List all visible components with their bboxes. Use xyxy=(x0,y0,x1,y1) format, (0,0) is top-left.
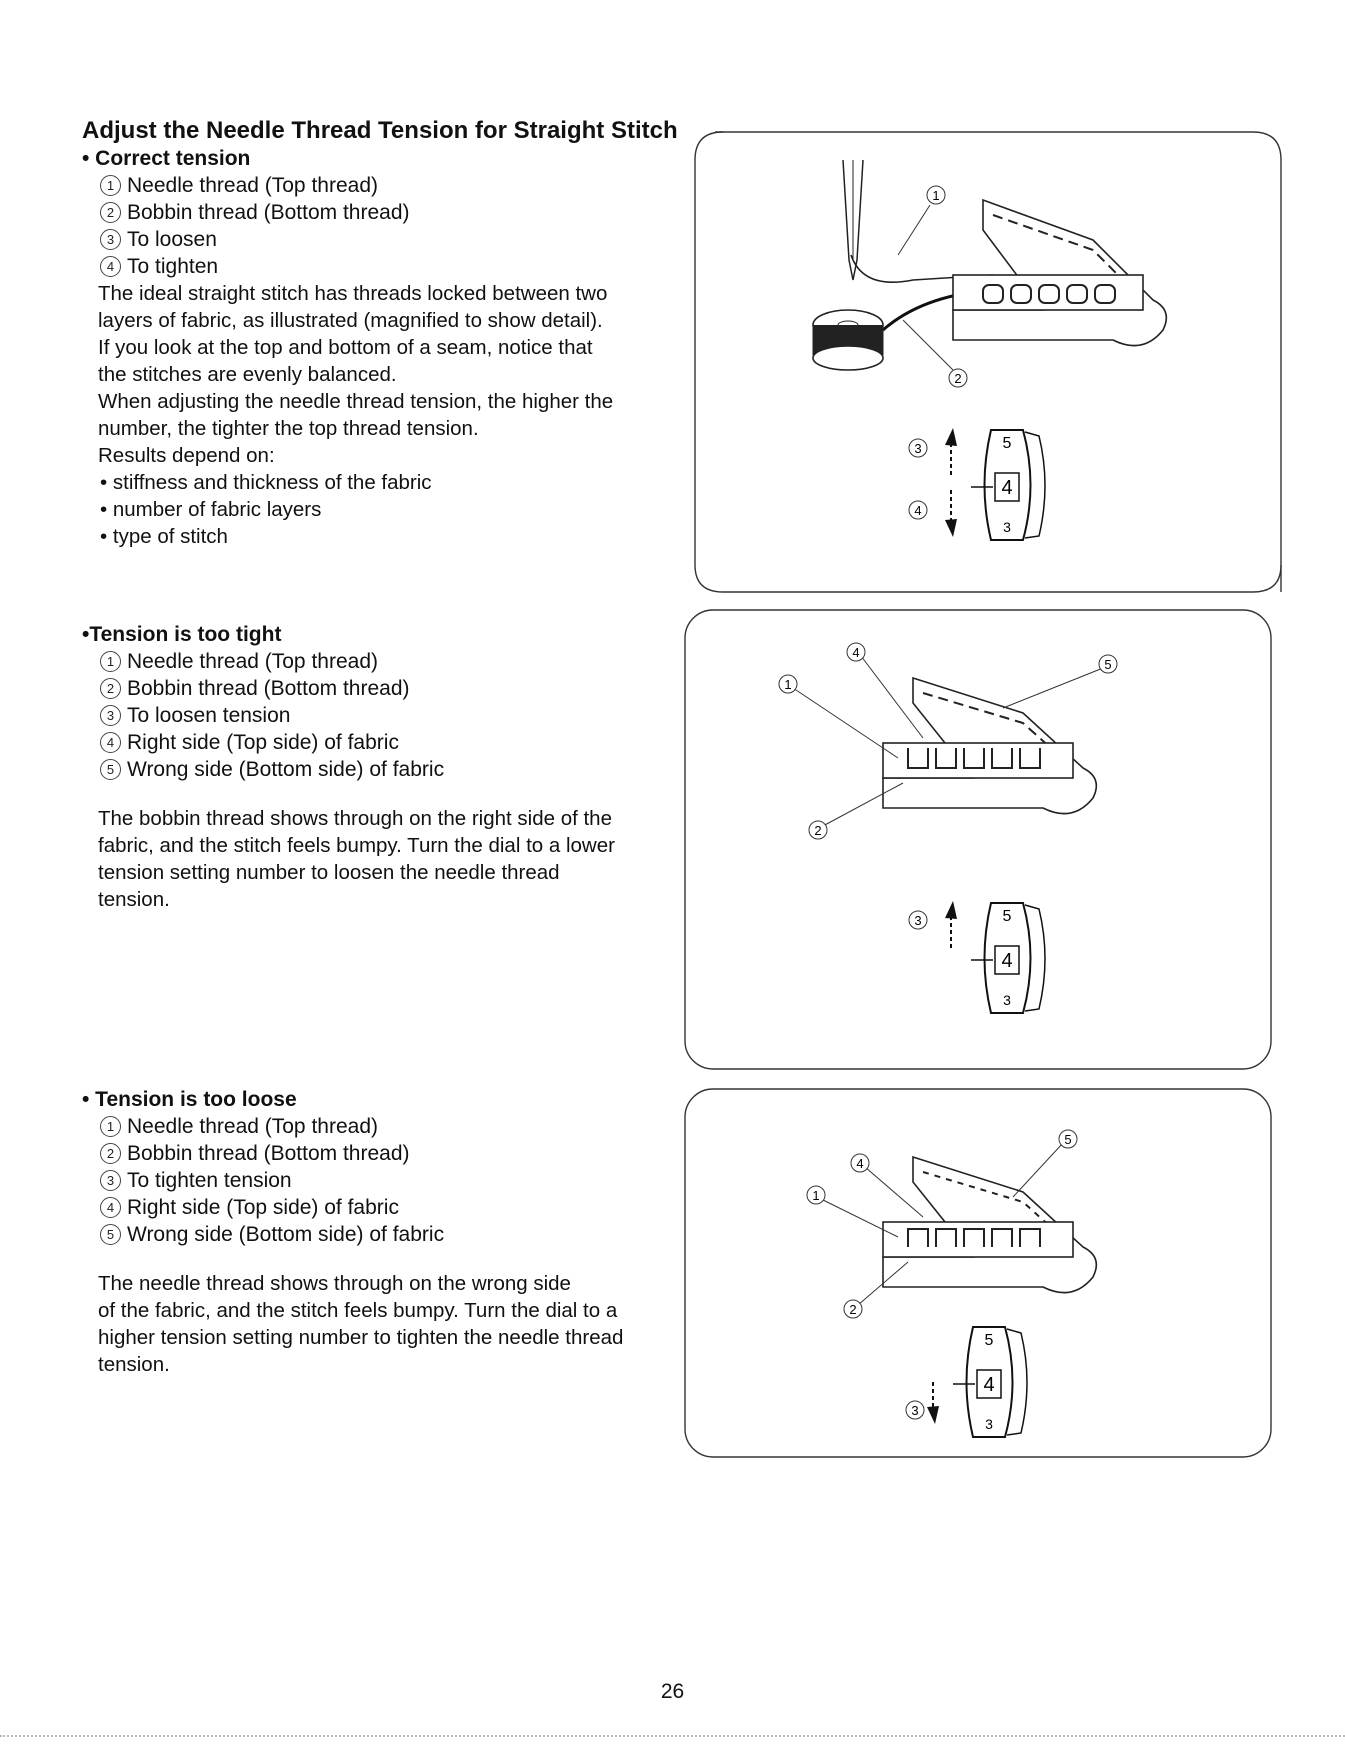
page-number: 26 xyxy=(660,1680,685,1703)
legend-item: 1 Needle thread (Top thread) xyxy=(82,1113,682,1140)
dial-number: 5 xyxy=(1002,908,1012,925)
figure-tension-too-loose xyxy=(683,1087,1273,1459)
callout-number: 4 xyxy=(100,732,121,753)
page-title: Adjust the Needle Thread Tension for Straight Stitch xyxy=(82,117,678,144)
paragraph-line: When adjusting the needle thread tension, the higher the xyxy=(98,390,614,413)
paragraph-line: If you look at the top and bottom of a seam, notice that xyxy=(98,336,593,359)
section-tension-too-tight xyxy=(82,621,682,913)
callout-2: 2 xyxy=(849,1302,857,1317)
bullet-item: • stiffness and thickness of the fabric xyxy=(100,471,432,494)
legend-item: 5 Wrong side (Bottom side) of fabric xyxy=(82,1221,682,1248)
callout-3: 3 xyxy=(914,441,922,456)
bottom-rule xyxy=(0,1735,1345,1737)
callout-number: 3 xyxy=(100,1170,121,1191)
dial-number: 3 xyxy=(1003,519,1011,535)
paragraph-line: tension setting number to loosen the needle thread xyxy=(98,861,560,884)
bullet-item: • number of fabric layers xyxy=(100,498,322,521)
paragraph-line: higher tension setting number to tighten the needle thread xyxy=(98,1326,624,1349)
section-heading: • Tension is too loose xyxy=(82,1088,297,1111)
callout-number: 5 xyxy=(100,759,121,780)
paragraph-line: fabric, and the stitch feels bumpy. Turn the dial to a lower xyxy=(98,834,615,857)
arrow-up-icon xyxy=(945,428,957,475)
callout-number: 4 xyxy=(100,1197,121,1218)
fabric-layers-icon xyxy=(953,200,1166,346)
arrow-up-icon xyxy=(945,901,957,948)
paragraph-line: layers of fabric, as illustrated (magnified to show detail). xyxy=(98,309,603,332)
legend-item: 4 Right side (Top side) of fabric xyxy=(82,1194,682,1221)
spacer xyxy=(82,1248,682,1270)
bobbin-icon xyxy=(813,310,883,370)
arrow-down-icon xyxy=(945,490,957,537)
legend-item: 2 Bobbin thread (Bottom thread) xyxy=(82,675,682,702)
legend-item: 3 To loosen tension xyxy=(82,702,682,729)
legend-item: 5 Wrong side (Bottom side) of fabric xyxy=(82,756,682,783)
legend-item: 2 Bobbin thread (Bottom thread) xyxy=(82,199,682,226)
dial-number: 5 xyxy=(984,1332,994,1349)
dial-number: 3 xyxy=(985,1416,993,1432)
callout-5: 5 xyxy=(1064,1132,1072,1147)
dial-number: 4 xyxy=(1001,477,1013,499)
section-tension-too-loose xyxy=(82,1086,682,1378)
callout-number: 4 xyxy=(100,256,121,277)
legend-item: 2 Bobbin thread (Bottom thread) xyxy=(82,1140,682,1167)
fabric-layers-icon xyxy=(883,678,1096,814)
section-heading: •Tension is too tight xyxy=(82,623,282,646)
paragraph-line: tension. xyxy=(98,888,170,911)
legend-item: 1 Needle thread (Top thread) xyxy=(82,172,682,199)
callout-1: 1 xyxy=(784,677,792,692)
callout-number: 1 xyxy=(100,651,121,672)
paragraph-line: The ideal straight stitch has threads locked between two xyxy=(98,282,608,305)
callout-number: 2 xyxy=(100,202,121,223)
legend-item: 3 To loosen xyxy=(82,226,682,253)
dial-number: 4 xyxy=(1001,950,1013,972)
figure-correct-tension xyxy=(693,130,1283,595)
callout-number: 3 xyxy=(100,705,121,726)
callout-1: 1 xyxy=(932,188,940,203)
dial-number: 4 xyxy=(983,1374,995,1396)
callout-number: 1 xyxy=(100,175,121,196)
figure-tension-too-tight xyxy=(683,608,1273,1071)
callout-3: 3 xyxy=(914,913,922,928)
paragraph-line: of the fabric, and the stitch feels bumpy. Turn the dial to a xyxy=(98,1299,618,1322)
legend-item: 4 To tighten xyxy=(82,253,682,280)
paragraph-line: tension. xyxy=(98,1353,170,1376)
callout-number: 1 xyxy=(100,1116,121,1137)
callout-number: 2 xyxy=(100,1143,121,1164)
legend-item: 4 Right side (Top side) of fabric xyxy=(82,729,682,756)
paragraph-line: number, the tighter the top thread tension. xyxy=(98,417,479,440)
arrow-down-icon xyxy=(927,1382,939,1424)
dial-number: 5 xyxy=(1002,435,1012,452)
callout-2: 2 xyxy=(814,823,822,838)
callout-number: 2 xyxy=(100,678,121,699)
callout-4: 4 xyxy=(856,1156,864,1171)
paragraph-line: Results depend on: xyxy=(98,444,275,467)
dial-number: 3 xyxy=(1003,992,1011,1008)
callout-1: 1 xyxy=(812,1188,820,1203)
callout-4: 4 xyxy=(914,503,922,518)
tension-dial-icon xyxy=(971,903,1045,1013)
needle-icon xyxy=(843,160,863,280)
paragraph-line: The bobbin thread shows through on the right side of the xyxy=(98,807,612,830)
legend-item: 1 Needle thread (Top thread) xyxy=(82,648,682,675)
bullet-item: • type of stitch xyxy=(100,525,228,548)
tension-dial-icon xyxy=(953,1327,1027,1437)
callout-2: 2 xyxy=(954,371,962,386)
section-heading: • Correct tension xyxy=(82,147,251,170)
tension-dial-icon xyxy=(971,430,1045,540)
fabric-layers-icon xyxy=(883,1157,1096,1293)
callout-5: 5 xyxy=(1104,657,1112,672)
section-correct-tension xyxy=(82,116,682,550)
callout-number: 3 xyxy=(100,229,121,250)
paragraph-line: the stitches are evenly balanced. xyxy=(98,363,397,386)
spacer xyxy=(82,783,682,805)
callout-3: 3 xyxy=(911,1403,919,1418)
callout-number: 5 xyxy=(100,1224,121,1245)
legend-item: 3 To tighten tension xyxy=(82,1167,682,1194)
callout-4: 4 xyxy=(852,645,860,660)
paragraph-line: The needle thread shows through on the wrong side xyxy=(98,1272,571,1295)
